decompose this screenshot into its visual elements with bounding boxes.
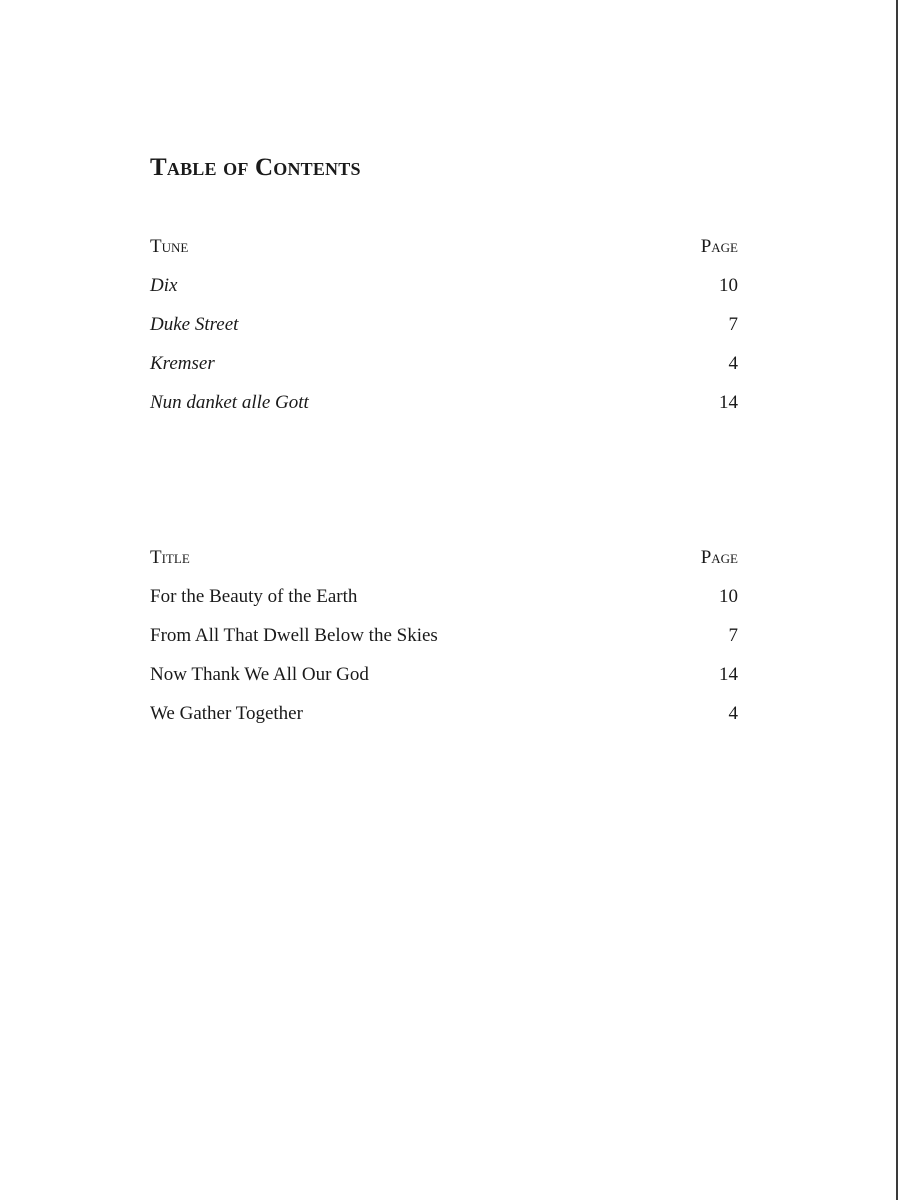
tune-column-header: Tune xyxy=(150,236,189,257)
toc-entry xyxy=(150,659,738,698)
page-number: 7 xyxy=(728,314,738,335)
title-column-header: Title xyxy=(150,547,190,568)
toc-entry xyxy=(150,270,738,309)
toc-entry xyxy=(150,620,738,659)
hymn-title: From All That Dwell Below the Skies xyxy=(150,625,438,646)
tune-index-header xyxy=(150,231,738,270)
tune-name: Duke Street xyxy=(150,314,239,335)
page-number: 10 xyxy=(719,586,738,607)
page-number: 14 xyxy=(719,664,738,685)
page-column-header: Page xyxy=(700,547,738,568)
hymn-title: Now Thank We All Our God xyxy=(150,664,369,685)
page-title: Table of Contents xyxy=(150,154,361,181)
tune-name: Kremser xyxy=(150,353,215,374)
tune-index xyxy=(150,231,738,426)
toc-entry xyxy=(150,309,738,348)
page-number: 14 xyxy=(719,392,738,413)
page-number: 4 xyxy=(728,703,738,724)
toc-entry xyxy=(150,698,738,737)
hymn-title: We Gather Together xyxy=(150,703,303,724)
toc-entry xyxy=(150,387,738,426)
tune-name: Dix xyxy=(150,275,178,296)
page-number: 7 xyxy=(728,625,738,646)
page-number: 10 xyxy=(719,275,738,296)
title-index-header xyxy=(150,542,738,581)
tune-name: Nun danket alle Gott xyxy=(150,392,309,413)
toc-entry xyxy=(150,581,738,620)
hymn-title: For the Beauty of the Earth xyxy=(150,586,358,607)
page-column-header: Page xyxy=(700,236,738,257)
page-number: 4 xyxy=(728,353,738,374)
title-index xyxy=(150,542,738,737)
toc-entry xyxy=(150,348,738,387)
